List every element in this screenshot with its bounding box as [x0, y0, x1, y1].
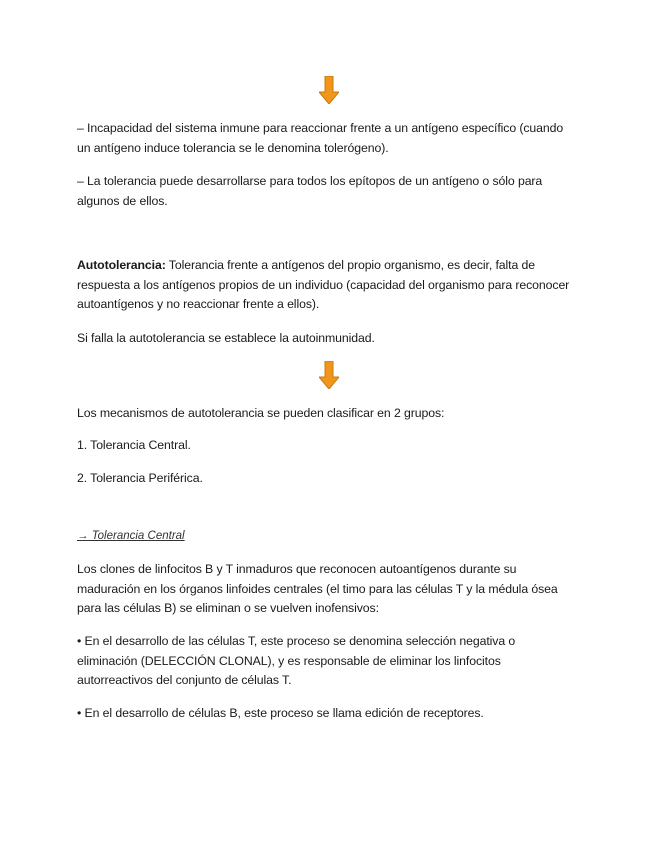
list-item-peripheral: 2. Tolerancia Periférica.	[77, 471, 203, 485]
autotolerance-definition: Tolerancia frente a antígenos del propio organismo, es decir, falta de respuesta a los antígenos propios de un individuo (capacidad del organismo para reconocer autoantígenos y no reaccionar frente a ellos).	[77, 258, 570, 311]
autoimmunity-paragraph: Si falla la autotolerancia se establece la autoinmunidad.	[77, 331, 375, 345]
clones-paragraph: Los clones de linfocitos B y T inmaduros que reconocen autoantígenos durante su maduración en los órganos linfoides centrales (el timo para las células T y la médula ósea para las células B) se eliminan o se vuelven inofensivos:	[77, 562, 558, 615]
autotolerance-term: Autotolerancia:	[77, 258, 166, 272]
down-arrow-icon	[319, 361, 339, 389]
t-cell-bullet: • En el desarrollo de las células T, este proceso se denomina selección negativa o eliminación (DELECCIÓN CLONAL), y es responsable de eliminar los linfocitos autorreactivos del conjunto de células T.	[77, 634, 516, 687]
b-cell-bullet: • En el desarrollo de células B, este proceso se llama edición de receptores.	[77, 706, 484, 720]
definition-paragraph: – Incapacidad del sistema inmune para reaccionar frente a un antígeno específico (cuando un antígeno induce tolerancia se le denomina tolerógeno).	[77, 121, 564, 155]
mechanisms-paragraph: Los mecanismos de autotolerancia se pueden clasificar en 2 grupos:	[77, 406, 445, 420]
list-item-central: 1. Tolerancia Central.	[77, 438, 191, 452]
epitope-paragraph: – La tolerancia puede desarrollarse para todos los epítopos de un antígeno o sólo para algunos de ellos.	[77, 174, 543, 208]
down-arrow-icon	[319, 76, 339, 104]
section-heading-central-tolerance: → Tolerancia Central	[77, 530, 185, 542]
autotolerance-paragraph	[77, 256, 577, 315]
